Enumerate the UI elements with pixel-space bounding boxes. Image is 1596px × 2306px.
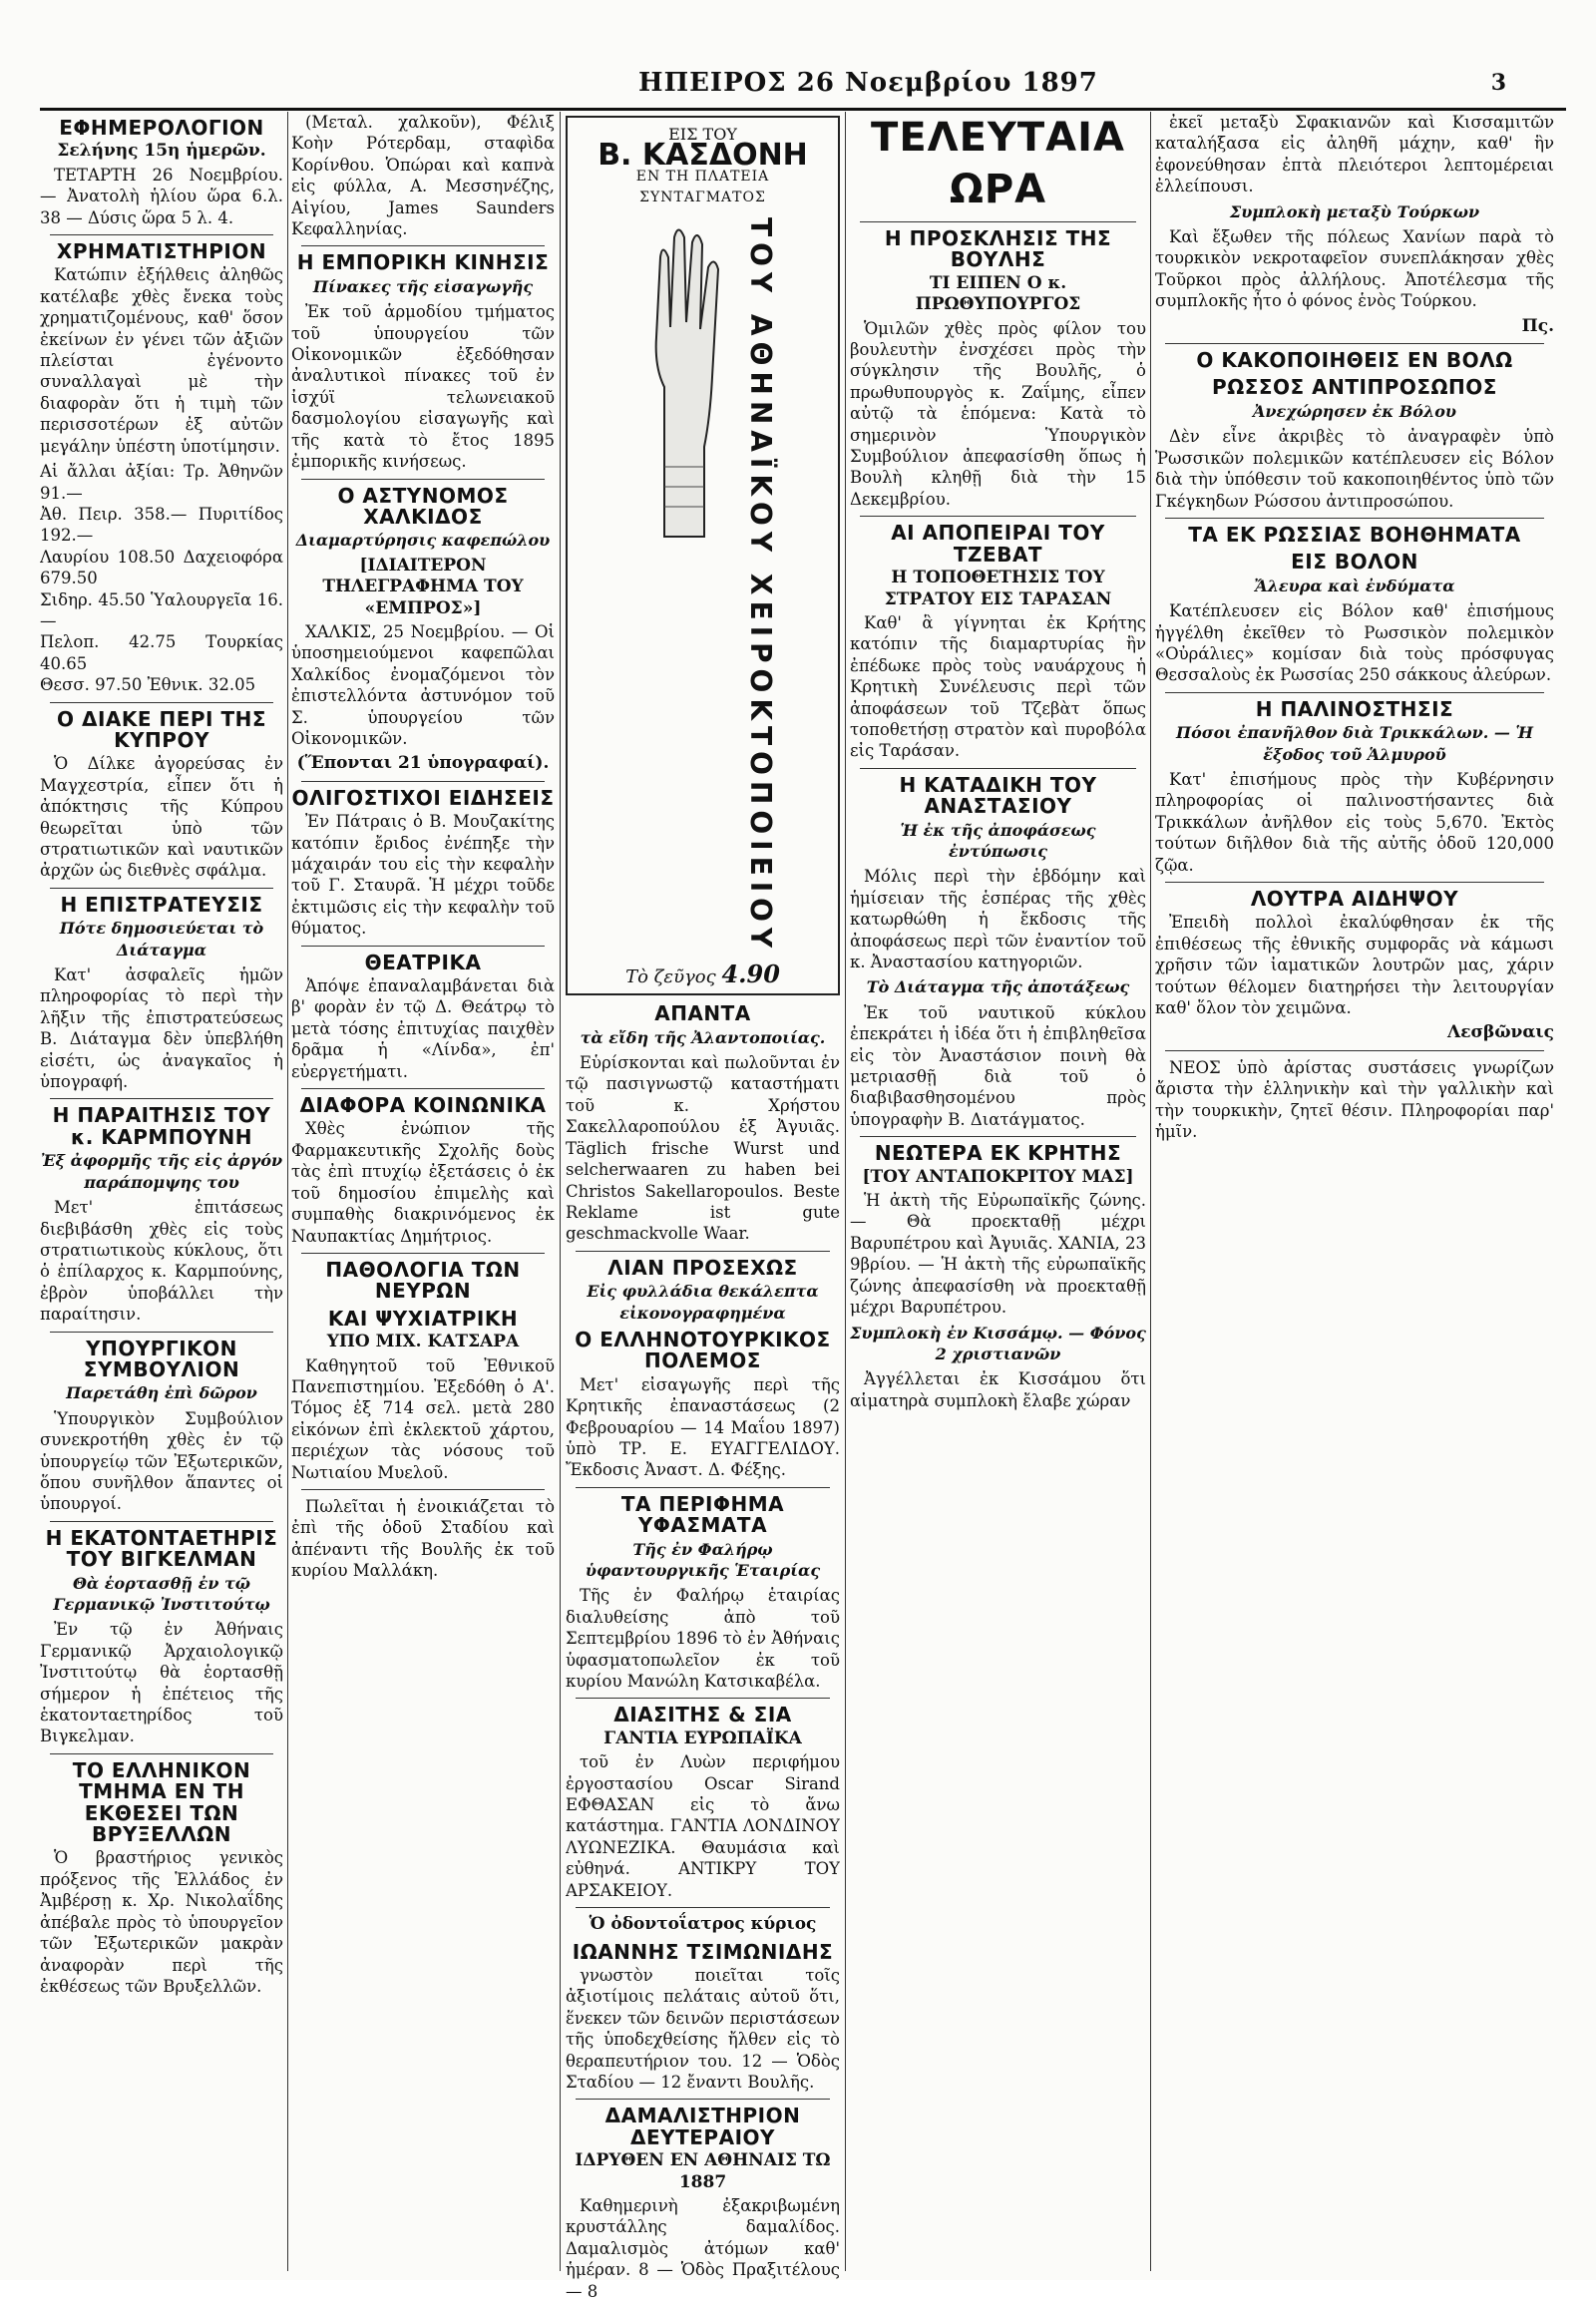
vaccine-text: Καθημερινὴ ἐξακριβωμένη κρυστάλλης δαμαλίδος. Δαμαλισμὸς ἀτόμων καθ' ἡμέραν. 8 — Ὁδὸς Πραξιτέλους — 8 (566, 2195, 840, 2301)
bourse-title: ΧΡΗΜΑΤΙΣΤΗΡΙΟΝ (56, 239, 267, 264)
divider (576, 2099, 830, 2100)
divider (301, 781, 545, 782)
resignation-text: Μετ' ἐπιτάσεως διεβιβάσθη χθὲς εἰς τοὺς στρατιωτικοὺς κύκλους, ὅτι ὁ ἐπίλαρχος κ. Καρμπούνης, ἐβρὸν ὑποβάλλει τὴν παραίτησιν. (40, 1198, 283, 1325)
divider (50, 1098, 273, 1099)
divider (301, 245, 545, 246)
dentist-intro: Ὁ ὀδοντοΐατρος κύριος (589, 1914, 817, 1935)
divider (301, 1253, 545, 1254)
market-title: Η ΕΜΠΟΡΙΚΗ ΚΙΝΗΣΙΣ (296, 250, 550, 275)
trial-title: Η ΚΑΤΑΔΙΚΗ ΤΟΥ ΑΝΑΣΤΑΣΙΟΥ (899, 772, 1097, 819)
divider (50, 1332, 273, 1333)
bourse-text: Κατώπιν ἐξήλθεις ἀληθῶς κατέλαβε χθὲς ἔνεκα τοὺς χρηματιζομένους, καθ' ὅσον ἐκείνων ἐν γένει τῶν ἀξιῶν πλείσται ἐγένοντο συναλλαγαὶ μὲ τὴν διαφορὰν ὅτι ἡ τιμὴ τῶν περισσοτέρων ἐξ αὐτῶν μεγάλην ὑπέστη ὑποτίμησιν. (40, 265, 283, 456)
masthead-rule (40, 108, 1566, 111)
bourse-row: Θεσσ. 97.50 Ἐθνικ. 32.05 (40, 675, 256, 695)
return-title: Η ΠΑΛΙΝΟΣΤΗΣΙΣ (1255, 696, 1454, 721)
turk-clash-text: Καὶ ἔξωθεν τῆς πόλεως Χανίων παρὰ τὸ τουρκικὸν νεκροταφεῖον συνεπλάκησαν χθὲς Τοῦρκοι πρὸς ἀλλήλους. Ἀποτέλεσμα τῆς συμπλοκῆς ἦτο ὁ φόνος ἑνὸς Τούρκου. (1155, 227, 1554, 311)
pathology-author: ΥΠΟ ΜΙΧ. ΚΑΤΣΑΡΑ (326, 1332, 520, 1352)
aid-title-2: ΕΙΣ ΒΟΛΟΝ (1291, 550, 1418, 575)
attempts-title: ΑΙ ΑΠΟΠΕΙΡΑΙ ΤΟΥ ΤΖΕΒΑΤ (891, 521, 1105, 567)
fabrics-title: ΤΑ ΠΕΡΙΦΗΜΑ ΥΦΑΣΜΑΤΑ (620, 1491, 785, 1538)
bourse-row: Ἀθ. Πειρ. 358.— Πυριτίδος 192.— (40, 504, 283, 546)
baths-text: Ἐπειδὴ πολλοὶ ἐκαλύφθησαν ἐκ τῆς ἐπιθέσεως τῆς ἐθνικῆς συμφορᾶς νὰ κάμωσι χρῆσιν τῶν ἰαματικῶν λουτρῶν μας, χάριν τούτων θέλομεν διατηρήσει τὴν λειτουργίαν καθ' ὅλον τὸν χειμῶνα. (1155, 913, 1554, 1018)
divider (860, 768, 1136, 769)
war-book-text: Μετ' εἰσαγωγῆς περὶ τῆς Κρητικῆς ἐπαναστάσεως (2 Φεβρουαρίου — 14 Μαΐου 1897) ὑπὸ ΤΡ. Ε. ΕΥΑΓΓΕΛΙΔΟΥ. Ἔκδοσις Ἀναστ. Δ. Φέξης. (566, 1374, 840, 1480)
war-book-title: Ο ΕΛΛΗΝΟΤΟΥΡΚΙΚΟΣ ΠΟΛΕΜΟΣ (575, 1327, 831, 1373)
dentist-name: ΙΩΑΝΝΗΣ ΤΣΙΜΩΝΙΔΗΣ (572, 1939, 834, 1964)
ad-price-label: Τὸ ζεῦγος (625, 965, 716, 987)
column-divider (287, 112, 288, 2271)
last-hour-title: ΤΕΛΕΥΤΑΙΑ ΩΡΑ (871, 115, 1125, 212)
ad-location: ΕΝ ΤΗ ΠΛΑΤΕΙΑ ΣΥΝΤΑΓΜΑΤΟΣ (635, 168, 770, 206)
diasites-text: τοῦ ἐν Λυὼν περιφήμου ἐργοστασίου Oscar Sirand ΕΦΘΑΣΑΝ εἰς τὸ ἄνω κατάστημα. ΓΑΝΤΙΑ ΛΟΝΔΙΝΟΥ ΛΥΩΝΕΖΙΚΑ. Θαυμάσια καὶ εὐθηνά. ΑΝΤΙΚΡΥ ΤΟΥ ΑΡΣΑΚΕΙΟΥ. (566, 1752, 840, 1900)
divider (860, 221, 1136, 222)
divider (50, 888, 273, 889)
divider (301, 946, 545, 947)
aid-subtitle: Ἄλευρα καὶ ἐνδύματα (1254, 576, 1455, 595)
bourse-row: Αἱ ἄλλαι ἀξίαι: Τρ. Ἀθηνῶν 91.— (40, 462, 283, 503)
divider (576, 1251, 830, 1252)
divider (576, 1487, 830, 1488)
divider (301, 1088, 545, 1089)
attempts-subtitle: Η ΤΟΠΟΘΕΤΗΣΙΣ ΤΟΥ ΣΤΡΑΤΟΥ ΕΙΣ ΤΑΡΑΣΑΝ (884, 568, 1112, 609)
convocation-title: Η ΠΡΟΣΚΛΗΣΙΣ ΤΗΣ ΒΟΥΛΗΣ (884, 226, 1112, 272)
aid-title: ΤΑ ΕΚ ΡΩΣΣΙΑΣ ΒΟΗΘΗΜΑΤΑ (1188, 522, 1521, 547)
resignation-title: Η ΠΑΡΑΙΤΗΣΙΣ ΤΟΥ κ. ΚΑΡΜΠΟΥΝΗ (52, 1103, 271, 1149)
return-subtitle: Πόσοι ἐπανῆλθον διὰ Τρικκάλων. — Ἡ ἔξοδος τοῦ Ἁλμυροῦ (1176, 723, 1533, 764)
pathology-text: Καθηγητοῦ τοῦ Ἐθνικοῦ Πανεπιστημίου. Ἐξεδόθη ὁ Α'. Τόμος ἐξ 714 σελ. μετὰ 280 εἰκόνων ἐπὶ ἐκλεκτοῦ χάρτου, περιέχων τὰς νόσους τοῦ Νωτιαίου Μυελοῦ. (291, 1355, 555, 1482)
cyprus-text: Ὁ Δίλκε ἀγορεύσας ἐν Μαγχεστρία, εἶπεν ὅτι ἡ ἀπόκτησις τῆς Κύπρου θεωρεῖται ὑπὸ τῶν στρατιωτικῶν καὶ ναυτικῶν ἀρχῶν ὡς διεθνὲς σφάλμα. (40, 754, 283, 881)
divider (50, 234, 273, 235)
resignation-subtitle: Ἐξ ἀφορμῆς τῆς εἰς ἀργόν παράπομψης του (40, 1151, 283, 1192)
diasites-title: ΔΙΑΣΙΤΗΣ & ΣΙΑ (613, 1703, 792, 1728)
calendar-text: ΤΕΤΑΡΤΗ 26 Νοεμβρίου. — Ἀνατολὴ ἡλίου ὥρα 6.λ. 38 — Δύσις ὥρα 5 λ. 4. (40, 165, 283, 227)
divider (576, 1907, 830, 1908)
bourse-row: Πελοπ. 42.75 Τουρκίας 40.65 (40, 632, 283, 673)
column-divider (560, 112, 561, 2271)
calendar-line: Σελήνης 15η ἡμερῶν. (57, 141, 266, 162)
divider (50, 1753, 273, 1754)
column-3 (566, 112, 840, 2306)
ad-price: 4.90 (721, 959, 780, 988)
apanta-text: Εὑρίσκονται καὶ πωλοῦνται ἐν τῷ πασιγνωστῷ καταστήματι τοῦ κ. Χρήστου Σακελλαροπούλου ἐξ Ἀγυιᾶς. Täglich frische Wurst und selcherwaaren zu haben bei Christos Sakellaropoulos. Beste Reklame ist gute geschmackvolle Waar. (566, 1053, 840, 1244)
centenary-title: Η ΕΚΑΤΟΝΤΑΕΤΗΡΙΣ ΤΟΥ ΒΙΓΚΕΛΜΑΝ (45, 1525, 278, 1572)
return-text: Κατ' ἐπισήμους πρὸς τὴν Κυβέρνησιν πληροφορίας οἱ παλινοστήσαντες διὰ Τρικκάλων ἀνῆλθον εἰς τοὺς 5,670. Ἐκτὸς τούτων διῆλθον διὰ τῆς αὐτῆς ὁδοῦ 120,000 ζῷα. (1155, 769, 1554, 875)
divider (1165, 692, 1544, 693)
divider (576, 1698, 830, 1699)
column-1 (40, 112, 283, 2001)
cyprus-title: Ο ΔΙΑΚΕ ΠΕΡΙ ΤΗΣ ΚΥΠΡΟΥ (57, 706, 266, 752)
intro-text: ἐκεῖ μεταξὺ Σφακιανῶν καὶ Κισσαμιτῶν καταλήξασα εἰς ἀληθῆ μάχην, καθ' ἣν ἐφονεύθησαν ἐπτὰ πλειότεροι λεπτομέρειαι ἐλλείπουσι. (1155, 113, 1554, 196)
social-text: Χθὲς ἐνώπιον τῆς Φαρμακευτικῆς Σχολῆς δοὺς τὰς ἐπὶ πτυχίῳ ἐξετάσεις ὁ ἐκ τοῦ δημοσίου ἐπιμελὴς καὶ συμπαθὴς διακρινόμενος ἐκ Ναυπακτίας Δημήτριος. (291, 1119, 555, 1246)
mobilization-text: Κατ' ἀσφαλεῖς ἡμῶν πληροφορίας τὸ περὶ τὴν λῆξιν τῆς ἐπιστρατεύσεως Β. Διάταγμα δὲν ὑπεβλήθη εἰσέτι, ὡς ἀναγκαῖος ἡ ὑπογραφή. (40, 965, 283, 1092)
council-text: Ὑπουργικὸν Συμβούλιον συνεκροτήθη χθὲς ἐν τῷ ὑπουργείῳ τῶν Ἐξωτερικῶν, ὅπου συνῆλθον ἅπαντες οἱ ὑπουργοί. (40, 1408, 283, 1514)
social-title: ΔΙΑΦΟΡΑ ΚΟΙΝΩΝΙΚΑ (299, 1093, 547, 1118)
market-subtitle: Πίνακες τῆς εἰσαγωγῆς (312, 276, 534, 296)
glove-icon (634, 217, 734, 547)
bourse-row: Λαυρίου 108.50 Δαχειοφόρα 679.50 (40, 547, 283, 588)
police-chief-text: ΧΑΛΚΙΣ, 25 Νοεμβρίου. — Οἱ ὑποσημειούμενοι καφεπῶλαι Χαλκίδος ἐνομαζόμενοι τὸν ἐπιστελλόντα ἀστυνόμον τοῦ Σ. ὑπουργείου τῶν Οἰκονομικῶν. (291, 621, 555, 748)
decree-title: Τὸ Διάταγμα τῆς ἀποτάξεως (866, 977, 1130, 997)
russian-rep-title: Ο ΚΑΚΟΠΟΙΗΘΕΙΣ ΕΝ ΒΟΛΩ (1196, 348, 1513, 373)
apanta-subtitle: τὰ εἴδη τῆς Ἀλαντοποιίας. (580, 1027, 826, 1047)
signatures-note: (Ἕπονται 21 ὑπογραφαί). (296, 753, 550, 774)
column-4 (850, 112, 1146, 1415)
divider (860, 516, 1136, 517)
divider (1165, 518, 1544, 519)
calendar-title: ΕΦΗΜΕΡΟΛΟΓΙΟΝ (59, 116, 264, 140)
masthead-title: ΗΠΕΙΡΟΣ 26 Νοεμβρίου 1897 (638, 68, 1098, 98)
russian-rep-title-2: ΡΩΣΣΟΣ ΑΝΤΙΠΡΟΣΩΠΟΣ (1212, 375, 1497, 400)
vaccine-title: ΔΑΜΑΛΙΣΤΗΡΙΟΝ ΔΕΥΤΕΡΑΙΟΥ (604, 2104, 801, 2149)
clash-text: Ἀγγέλλεται ἐκ Κισσάμου ὅτι αἱματηρὰ συμπλοκὴ ἔλαβε χώραν (850, 1369, 1146, 1410)
divider (50, 702, 273, 703)
ad-top-label: ΕΙΣ ΤΟΥ (668, 125, 737, 144)
notice-signature: Λεσβῶναις (1447, 1022, 1554, 1043)
news-text: Ἐν Πάτραις ὁ Β. Μουζακίτης κατόπιν ἔριδος ἐνέπηξε τὴν μάχαιράν του εἰς τὴν κεφαλὴν τοῦ Γ. Σταυρᾶ. Ἡ μέχρι τοῦδε ἐκτιμῶσις εἰς τὴν κεφαλὴν τοῦ θύματος. (291, 812, 555, 939)
masthead (40, 68, 1566, 104)
centenary-text: Ἐν τῷ ἐν Ἀθήναις Γερμανικῷ Ἀρχαιολογικῷ Ἰνστιτούτῳ θὰ ἑορτασθῇ σήμερον ἡ ἐπέτειος τῆς ἑκατονταετηρίδος τοῦ Βιγκελμαν. (40, 1620, 283, 1746)
ad-vertical-text: ΤΟΥ ΑΘΗΝΑΪΚΟΥ ΧΕΙΡΟΚΤΟΠΟΙΕΙΟΥ (744, 216, 778, 954)
greek-section-text: Ὁ βραστήριος γενικὸς πρόξενος τῆς Ἑλλάδος ἐν Ἀμβέρσῃ κ. Χρ. Νικολαΐδης ἀπέβαλε πρὸς τὸ ὑπουργεῖον τῶν Ἐξωτερικῶν μακρὰν ἀναφορὰν περὶ τῆς ἐκθέσεως τῶν Βρυξελλῶν. (40, 1848, 283, 1996)
telegram-label: [ΙΔΙΑΙΤΕΡΟΝ ΤΗΛΕΓΡΑΦΗΜΑ ΤΟΥ «ΕΜΠΡΟΣ»] (322, 555, 524, 618)
clash-title: Συμπλοκὴ ἐν Κισσάμῳ. — Φόνος 2 χριστιανῶν (850, 1323, 1146, 1363)
bourse-row: Σιδηρ. 45.50 Ὑαλουργεῖα 16.— (40, 589, 283, 630)
news-title: ΟΛΙΓΟΣΤΙΧΟΙ ΕΙΔΗΣΕΙΣ (291, 785, 555, 810)
page-number: 3 (1490, 70, 1506, 96)
russian-rep-text: Δὲν εἶνε ἀκριβὲς τὸ ἀναγραφὲν ὑπὸ Ῥωσσικῶν πολεμικῶν κατέπλευσεν εἰς Βόλον διὰ τὴν ὑπόθεσιν τοῦ κακοποιηθέντος ὑπὸ τῶν Γκέγκηδων Ρώσσου ἀντιπροσώπου. (1155, 427, 1554, 511)
attempts-text: Καθ' ἃ γίγνηται ἐκ Κρήτης κατόπιν τῆς διαμαρτυρίας ἣν ἐπέδωκε πρὸς τοὺς ναυάρχους ἡ Κρητικὴ Συνέλευσις περὶ τῶν ἀποφάσεων τοῦ Τζεβὰτ ὅπως τοποθετήσῃ στρατὸν καὶ πυροβόλα εἰς Ταράσαν. (850, 612, 1146, 761)
column-5 (1155, 112, 1554, 1146)
fabrics-subtitle: Τῆς ἐν Φαλήρῳ ὑφαντουργικῆς Ἑταιρίας (585, 1539, 821, 1580)
footer-text: Πωλεῖται ἡ ἐνοικιάζεται τὸ ἐπὶ τῆς ὁδοῦ Σταδίου καὶ ἀπέναντι τῆς Βουλῆς ἐκ τοῦ κυρίου Μαλλάκη. (291, 1496, 555, 1581)
turk-clash-title: Συμπλοκὴ μεταξὺ Τούρκων (1229, 201, 1480, 221)
trial-subtitle: Ἡ ἐκ τῆς ἀποφάσεως ἐντύπωσις (900, 820, 1096, 861)
centenary-subtitle: Θὰ ἑορτασθῇ ἐν τῷ Γερμανικῷ Ἰνστιτούτῳ (53, 1573, 270, 1614)
mobilization-title: Η ΕΠΙΣΤΡΑΤΕΥΣΙΣ (60, 892, 263, 917)
notice-subtitle: Εἰς φυλλάδια θεκάλεπτα εἰκονογραφημένα (587, 1282, 819, 1323)
council-subtitle: Παρετάθη ἐπὶ δῶρον (66, 1383, 257, 1403)
baths-title: ΛΟΥΤΡΑ ΑΙΔΗΨΟΥ (1250, 887, 1459, 911)
vaccine-subtitle: ΙΔΡΥΘΕΝ ΕΝ ΑΘΗΝΑΙΣ ΤΩ 1887 (575, 2150, 831, 2192)
divider (1165, 1050, 1544, 1051)
ad-shop-name: Β. ΚΑΣΔΟΝΗ (598, 138, 808, 174)
mobilization-subtitle: Πότε δημοσιεύεται τὸ Διάταγμα (59, 919, 264, 960)
dentist-text: γνωστὸν ποιεῖται τοῖς ἀξιοτίμοις πελάταις αὐτοῦ ὅτι, ἕνεκεν τῶν δεινῶν περιστάσεων τῆς ὑποδεχθείσης ἤλθεν εἰς τὸ θεραπευτήριον του. 12 — Ὁδὸς Σταδίου — 12 ἔναντι Βουλῆς. (566, 1965, 840, 2092)
council-title: ΥΠΟΥΡΓΙΚΟΝ ΣΥΜΒΟΥΛΙΟΝ (83, 1336, 240, 1381)
column-divider (1150, 112, 1151, 2271)
theatre-title: ΘΕΑΤΡΙΚΑ (364, 950, 482, 974)
trial-text: Μόλις περὶ τὴν ἑβδόμην καὶ ἡμίσειαν τῆς ἑσπέρας τῆς χθὲς κατωρθώθη ἡ ἔκδοσις τῆς ἀποφάσεως περὶ τῶν ἐναντίον τοῦ κ. Ἀναστασίου κατηγοριῶν. (850, 867, 1146, 971)
theatre-text: Ἀπόψε ἐπαναλαμβάνεται διὰ β' φορὰν ἐν τῷ Δ. Θεάτρῳ τὸ μετὰ τόσης ἐπιτυχίας παιχθὲν δρᾶμα ἡ «Λίνδα», ἐπ' εὐεργετήματι. (291, 976, 555, 1081)
divider (1165, 343, 1544, 344)
notice-title: ΛΙΑΝ ΠΡΟΣΕΧΩΣ (607, 1255, 798, 1280)
convocation-subtitle: ΤΙ ΕΙΠΕΝ Ο κ. ΠΡΩΘΥΠΟΥΡΓΟΣ (915, 272, 1081, 315)
convocation-text: Ὁμιλῶν χθὲς πρὸς φίλον του βουλευτὴν ἐνσχέσει πρὸς τὴν σύγκλησιν τῆς Βουλῆς, ὁ πρωθυπουργὸς κ. Ζαΐμης, εἶπεν αὐτῷ τὰ ἑπόμενα: Κατὰ τὸ σημερινὸν Ὑπουργικὸν Συμβούλιον ἀπεφασίσθη ὅπως ἡ Βουλὴ κληθῇ διὰ τὴν 15 Δεκεμβρίου. (850, 318, 1146, 509)
apanta-title: ΑΠΑΝΤΑ (654, 1001, 751, 1026)
column-divider (845, 112, 846, 2271)
crete-title: ΝΕΩΤΕΡΑ ΕΚ ΚΡΗΤΗΣ (874, 1141, 1122, 1166)
column-2 (291, 112, 555, 1586)
divider (301, 479, 545, 480)
crete-text: Ἡ ἀκτὴ τῆς Εὐρωπαϊκῆς ζώνης. — Θὰ προεκταθῇ μέχρι Βαρυπέτρου καὶ Ἀγυιᾶς. ΧΑΝΙΑ, 23 9βρίου. — Ἡ ἀκτὴ τῆς εὐρωπαϊκῆς ζώνης ἀπεφασίσθη νὰ προεκταθῇ μέχρι Βαρυπέτρου. (850, 1191, 1146, 1318)
aid-text: Κατέπλευσεν εἰς Βόλον καθ' ἐπισήμους ἠγγέλθη ἐκεῖθεν τὸ Ρωσσικὸν πολεμικὸν «Οὐράλιες» κομίσαν διὰ τοὺς πρόσφυγας Θεσσαλοὺς ἐκ Ρωσσίας 250 σάκκους ἀλεύρων. (1155, 601, 1554, 685)
divider (860, 1136, 1136, 1137)
police-chief-title: Ο ΑΣΤΥΝΟΜΟΣ ΧΑΛΚΙΔΟΣ (337, 483, 509, 529)
crete-subtitle: [ΤΟΥ ΑΝΤΑΠΟΚΡΙΤΟΥ ΜΑΣ] (862, 1166, 1134, 1187)
intro-text: (Μεταλ. χαλκοῦν), Φέλιξ Κοὴν Ρότερδαμ, σταφὶδα Κορίνθου. Ὁπώραι καὶ καπνὰ εἰς φύλλα, Α. Μεσσηνέζης, Αἰγίου, James Saunders Κεφαλληνίας. (291, 113, 555, 239)
glove-advertisement (566, 116, 840, 995)
diasites-subtitle: ΓΑΝΤΙΑ ΕΥΡΩΠΑΪΚΑ (603, 1728, 802, 1748)
divider (50, 1521, 273, 1522)
pathology-title-2: ΚΑΙ ΨΥΧΙΑΤΡΙΚΗ (327, 1306, 519, 1331)
job-notice-text: ΝΕΟΣ ὑπὸ ἀρίστας συστάσεις γνωρίζων ἄριστα τὴν ἑλληνικὴν καὶ τὴν γαλλικὴν καὶ τὴν τουρκικὴν, ζητεῖ θέσιν. Πληροφορίαι παρ' ἡμῖν. (1155, 1057, 1554, 1142)
divider (1165, 882, 1544, 883)
pathology-title: ΠΑΘΟΛΟΓΙΑ ΤΩΝ ΝΕΥΡΩΝ (325, 1257, 521, 1304)
russian-rep-subtitle: Ἀνεχώρησεν ἐκ Βόλου (1253, 401, 1456, 421)
fabrics-text: Τῆς ἐν Φαλήρῳ ἑταιρίας διαλυθείσης ἀπὸ τοῦ Σεπτεμβρίου 1896 τὸ ἐν Ἀθήναις ὑφασματοπωλεῖον ἐκ τοῦ κυρίου Μανώλη Κατσικαβέλα. (566, 1586, 840, 1692)
signature: Πς. (1521, 315, 1554, 336)
police-chief-subtitle: Διαμαρτύρησις καφεπώλου (295, 531, 551, 551)
greek-section-title: ΤΟ ΕΛΛΗΝΙΚΟΝ ΤΜΗΜΑ ΕΝ ΤΗ ΕΚΘΕΣΕΙ ΤΩΝ ΒΡΥΞΕΛΛΩΝ (72, 1757, 251, 1847)
divider (301, 1489, 545, 1490)
market-text: Ἐκ τοῦ ἁρμοδίου τμήματος τοῦ ὑπουργείου τῶν Οἰκονομικῶν ἐξεδόθησαν ἀναλυτικοὶ πίνακες τοῦ ἐν ἰσχύϊ τελωνειακοῦ δασμολογίου εἰσαγωγῆς καὶ τῆς κατὰ τὸ ἔτος 1895 ἐμπορικῆς κινήσεως. (291, 302, 555, 472)
decree-text: Ἐκ τοῦ ναυτικοῦ κύκλου ἐπεκράτει ἡ ἰδέα ὅτι ἡ ἐπιβληθεῖσα εἰς τὸν Ἀναστάσιον ποινὴ θὰ μετριασθῇ διὰ τοῦ ὁ διαβιβασθησομένου πρὸς ὑπογραφὴν Β. Διατάγματος. (850, 1002, 1146, 1129)
